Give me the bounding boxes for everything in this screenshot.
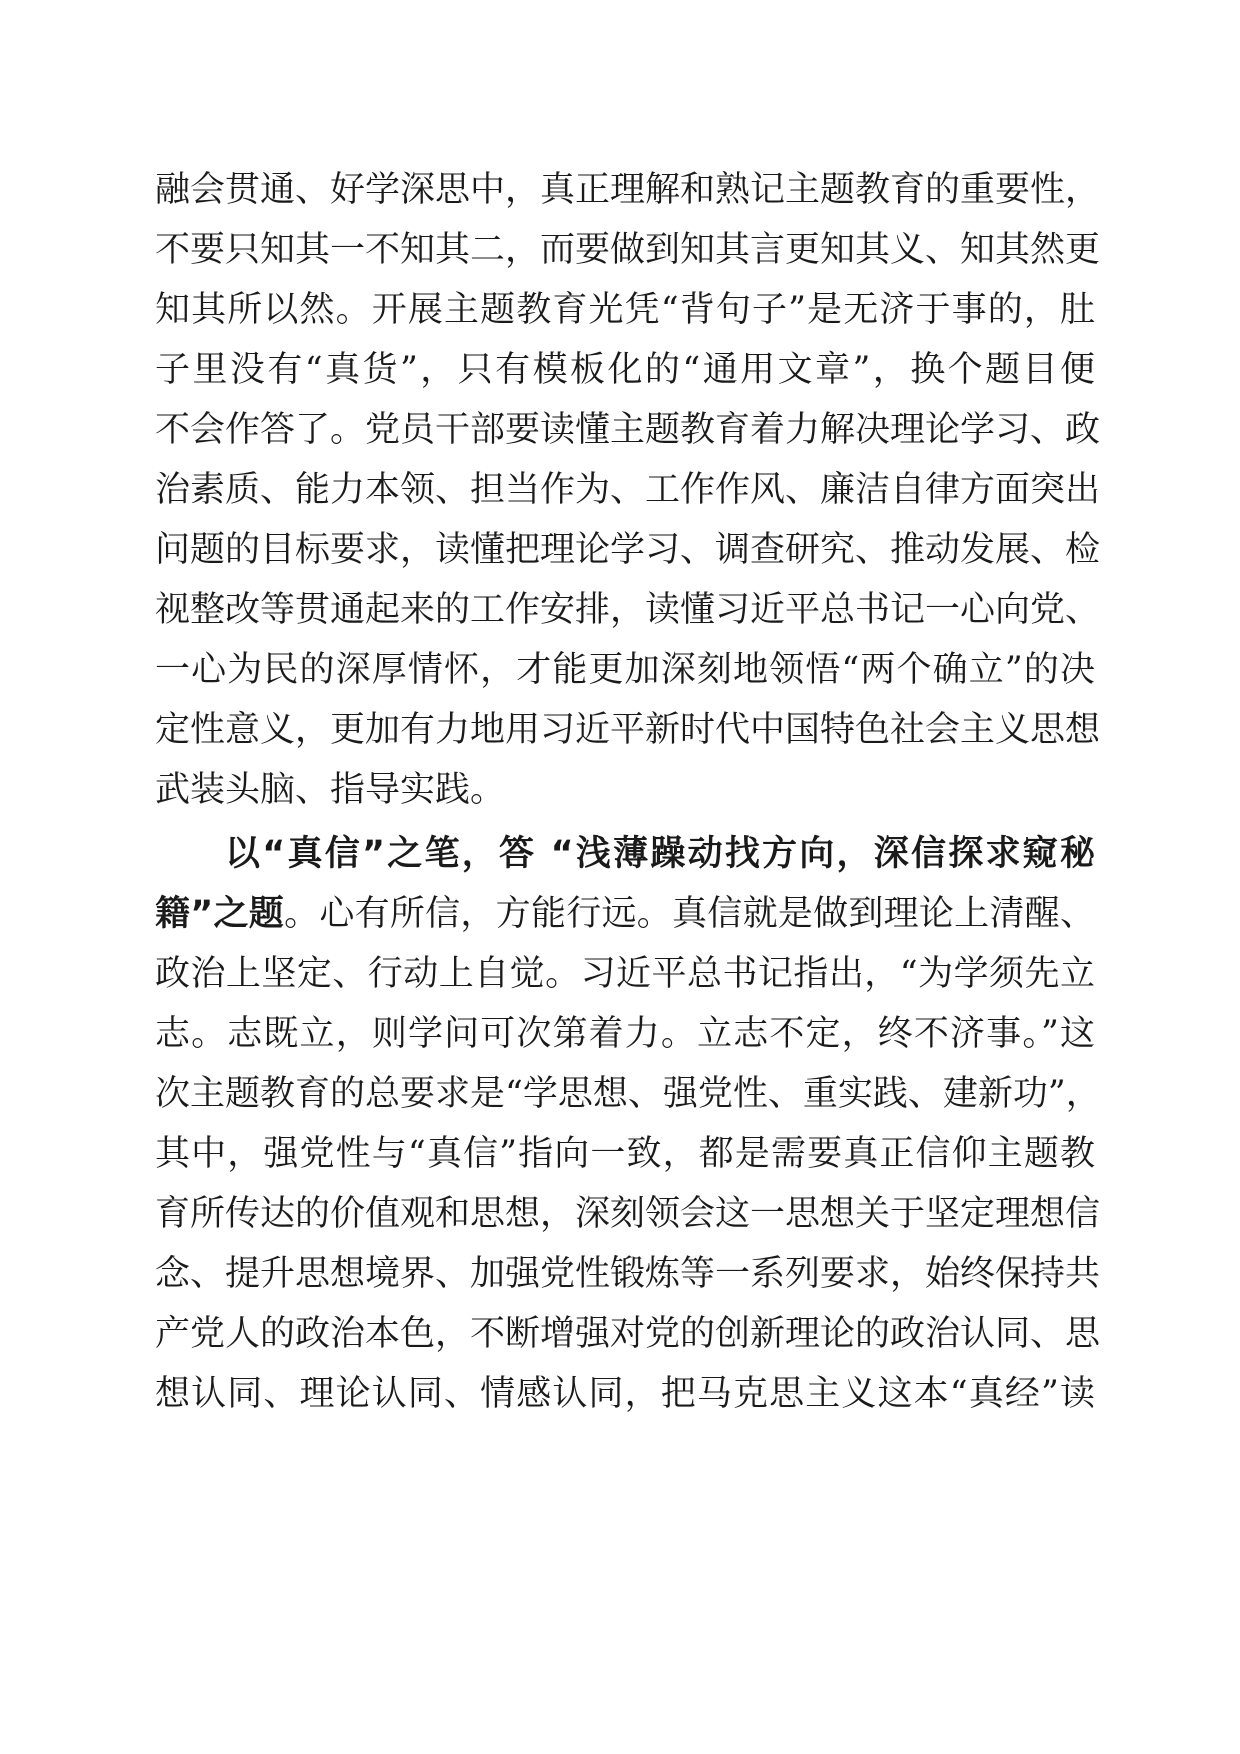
paragraph-2-line: 想认同、理论认同、情感认同，把马克思主义这本“真经”读 [155, 1374, 1095, 1414]
paragraph-2-line: 产党人的政治本色，不断增强对党的创新理论的政治认同、思 [155, 1314, 1101, 1354]
paragraph-2-line [155, 884, 1095, 944]
paragraph-1-line: 子里没有“真货”，只有模板化的“通用文章”，换个题目便 [155, 350, 1095, 390]
paragraph-2-line: 志。志既立，则学问可次第着力。立志不定，终不济事。”这 [155, 1014, 1095, 1054]
paragraph-1-line: 不要只知其一不知其二，而要做到知其言更知其义、知其然更 [155, 230, 1101, 270]
paragraph-2-line: 其中，强党性与“真信”指向一致，都是需要真正信仰主题教 [155, 1134, 1095, 1174]
paragraph-1-line: 不会作答了。党员干部要读懂主题教育着力解决理论学习、政 [155, 410, 1101, 450]
paragraph-1-line: 知其所以然。开展主题教育光凭“背句子”是无济于事的，肚 [155, 290, 1095, 330]
paragraph-1-line: 武装头脑、指导实践。 [155, 770, 506, 810]
paragraph-2-heading: 以“真信”之笔，答 “浅薄躁动找方向，深信探求窥秘 [225, 834, 1095, 874]
paragraph-1-line: 融会贯通、好学深思中，真正理解和熟记主题教育的重要性， [155, 170, 1101, 210]
paragraph-2-line: 次主题教育的总要求是“学思想、强党性、重实践、建新功”， [155, 1074, 1101, 1114]
paragraph-2-line: 念、提升思想境界、加强党性锻炼等一系列要求，始终保持共 [155, 1254, 1101, 1294]
paragraph-2-heading-end: 籍”之题 [155, 894, 285, 934]
paragraph-2-line: 育所传达的价值观和思想，深刻领会这一思想关于坚定理想信 [155, 1194, 1101, 1234]
paragraph-1-line: 定性意义，更加有力地用习近平新时代中国特色社会主义思想 [155, 710, 1101, 750]
paragraph-1-line: 治素质、能力本领、担当作为、工作作风、廉洁自律方面突出 [155, 470, 1101, 510]
paragraph-1-line: 问题的目标要求，读懂把理论学习、调查研究、推动发展、检 [155, 530, 1101, 570]
paragraph-1-line: 一心为民的深厚情怀，才能更加深刻地领悟“两个确立”的决 [155, 650, 1095, 690]
paragraph-2-line-text: 。心有所信，方能行远。真信就是做到理论上清醒、 [284, 894, 1095, 934]
paragraph-1-line: 视整改等贯通起来的工作安排，读懂习近平总书记一心向党、 [155, 590, 1101, 630]
paragraph-2-line: 政治上坚定、行动上自觉。习近平总书记指出，“为学须先立 [155, 954, 1095, 994]
